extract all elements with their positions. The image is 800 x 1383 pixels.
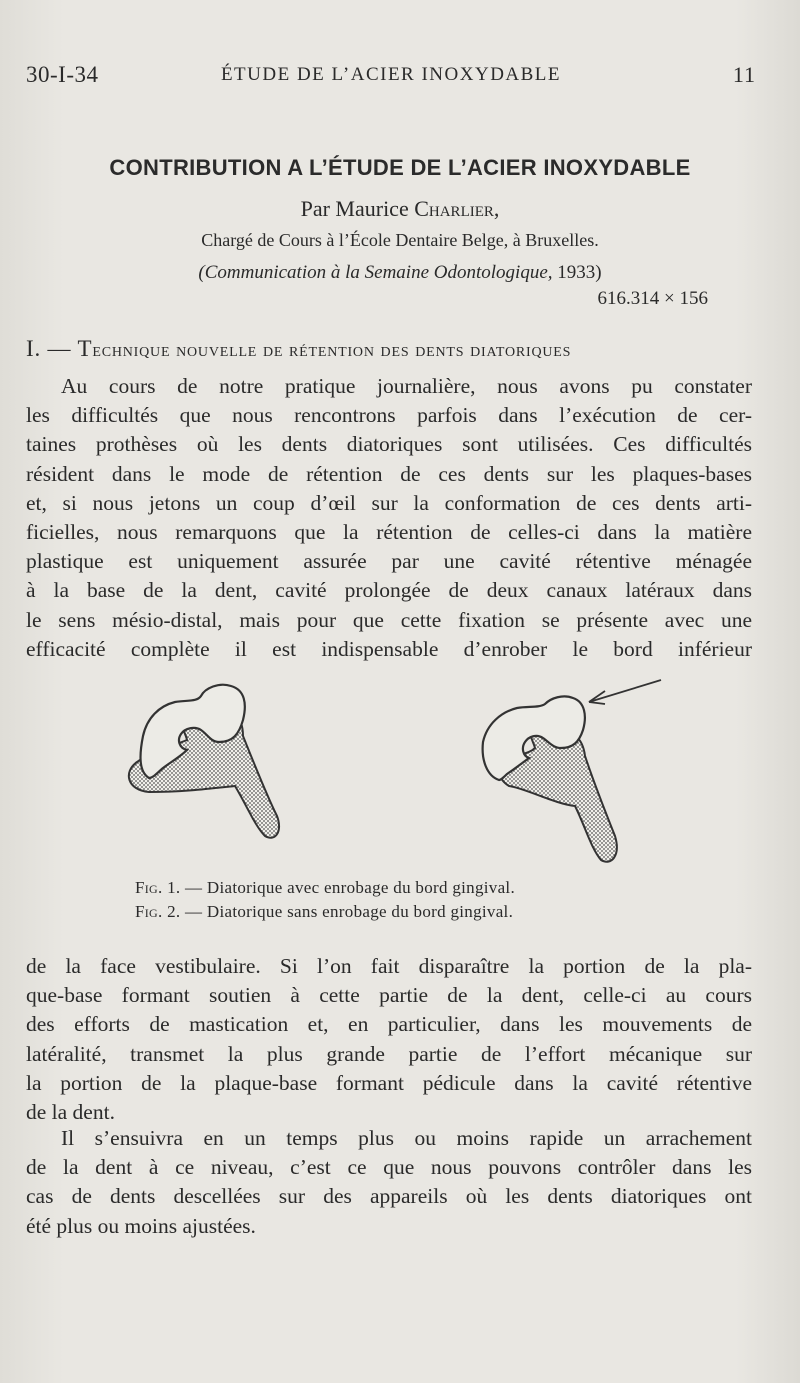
text-line: cas de dents descellées sur des appareils où les dents diatoriques ont (26, 1184, 752, 1209)
author-line (0, 196, 800, 222)
figure-1-drawing (129, 685, 279, 838)
text-line: été plus ou moins ajustées. (26, 1213, 256, 1238)
communication-year: 1933) (557, 262, 602, 283)
fig1-label: Fig. 1. (135, 878, 181, 897)
text-line: Au cours de notre pratique journalière, nous avons pu constater (61, 374, 752, 398)
article-title: CONTRIBUTION A L’ÉTUDE DE L’ACIER INOXYDABLE (109, 155, 691, 180)
text-line: des efforts de mastication et, en particulier, dans les mouvements de (26, 1012, 752, 1037)
text-line: résident dans le mode de rétention de ces dents sur les plaques-bases (26, 461, 752, 486)
classification-code: 616.314 × 156 (597, 288, 708, 309)
text-line: plastique est uniquement assurée par une cavité rétentive ménagée (26, 549, 752, 574)
figure-2-caption (135, 902, 513, 922)
fig1-caption-text: — Diatorique avec enrobage du bord gingival. (185, 878, 515, 897)
text-line: de la dent. (26, 1100, 115, 1125)
figure-1-caption (135, 878, 515, 898)
text-line: ficielles, nous remarquons que la rétention de celles-ci dans la matière (26, 520, 752, 545)
author-affiliation: Chargé de Cours à l’École Dentaire Belge, à Bruxelles. (201, 230, 599, 250)
text-line: de la face vestibulaire. Si l’on fait disparaître la portion de la pla- (26, 954, 752, 978)
text-line: le sens mésio-distal, mais pour que cette fixation se présente avec une (26, 607, 752, 632)
text-line: les difficultés que nous rencontrons parfois dans l’exécution de cer- (26, 403, 752, 428)
communication-text: (Communication à la Semaine Odontologique, (198, 262, 553, 283)
paragraph-2 (26, 952, 752, 1127)
text-line: latéralité, transmet la plus grande partie de l’effort mécanique sur (26, 1041, 752, 1066)
text-line: taines prothèses où les dents diatoriques sont utilisées. Ces difficultés (26, 432, 752, 457)
section-title-rest: echnique nouvelle de rétention des dents diatoriques (92, 339, 572, 361)
section-number: I. — (26, 336, 78, 361)
fig2-caption-text: — Diatorique sans enrobage du bord gingival. (185, 902, 514, 921)
text-line: et, si nous jetons un coup d’œil sur la conformation de ces dents arti- (26, 490, 752, 515)
text-line: efficacité complète il est indispensable d’enrober le bord inférieur (26, 636, 752, 661)
author-name: Charlier, (414, 196, 500, 221)
author-prefix: Par Maurice (300, 196, 409, 221)
dental-figure (115, 676, 675, 876)
text-line: de la dent à ce niveau, c’est ce que nous pouvons contrôler dans les (26, 1155, 752, 1180)
paragraph-3 (26, 1124, 752, 1241)
section-heading (26, 336, 752, 362)
section-first-letter: T (77, 336, 93, 361)
fig2-arrow-shaft (589, 680, 661, 702)
figure-2-drawing (483, 680, 661, 862)
text-line: que-base formant soutien à cette partie de la dent, celle-ci au cours (26, 983, 752, 1008)
running-header (26, 62, 756, 92)
header-date: 30-I-34 (26, 62, 99, 87)
header-running-title: ÉTUDE DE L’ACIER INOXYDABLE (220, 64, 562, 85)
text-line: Il s’ensuivra en un temps plus ou moins rapide un arrachement (61, 1126, 752, 1150)
page-number: 11 (732, 62, 756, 87)
fig2-label: Fig. 2. (135, 902, 181, 921)
communication-note (0, 262, 800, 284)
text-line: à la base de la dent, cavité prolongée de deux canaux latéraux dans (26, 578, 752, 603)
text-line: la portion de la plaque-base formant pédicule dans la cavité rétentive (26, 1070, 752, 1095)
paragraph-1 (26, 372, 752, 664)
